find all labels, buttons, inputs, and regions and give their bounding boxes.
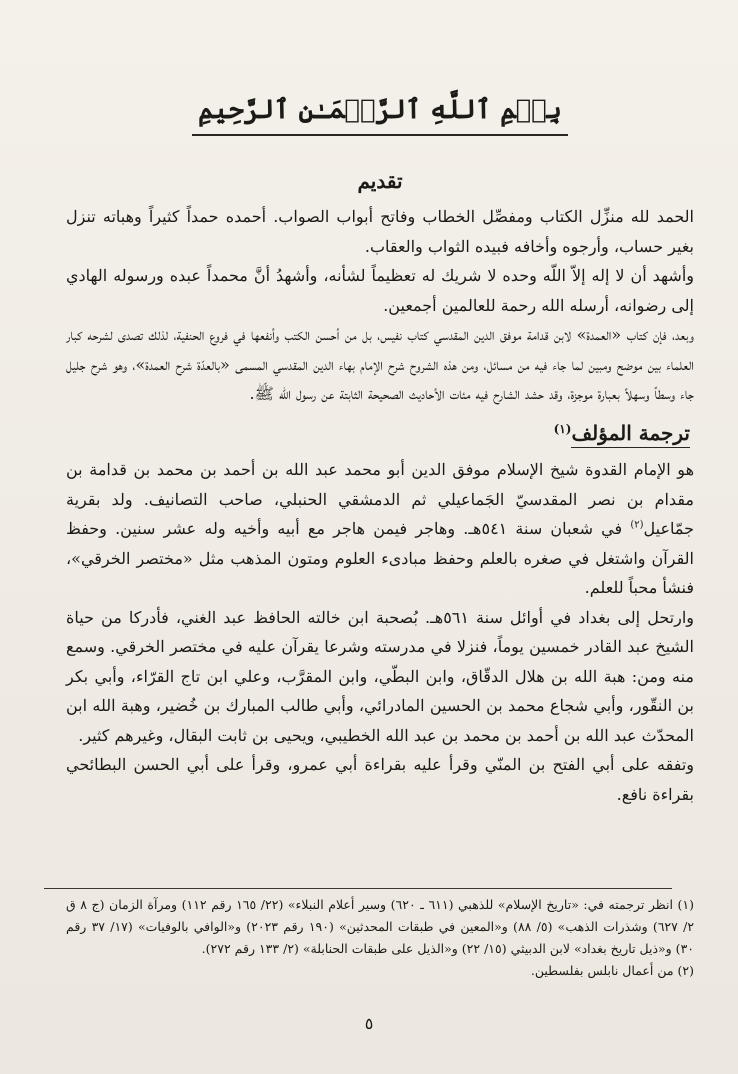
footnote-1: (١) انظر ترجمته في: «تاريخ الإسلام» للذهبي (٦١١ ـ ٦٢٠) وسير أعلام النبلاء» (٢٢/ ١٦٥ رقم ١١٢) ومرآة الزمان (ج ٨ ق ٢/ ٦٢٧) وشذرات الذهب» (٥/ ٨٨) و«المعين في طبقات المحدثين» (١٩٠ رقم ٢٠٢٣) و«الوافي بالوفيات» (١٧/ ٣٧ رقم ٣٠) و«ذيل تاريخ بغداد» لابن الدبيثي (١٥/ ٢٢) و«الذيل على طبقات الحنابلة» (٢/ ١٣٣ رقم ٢٧٢).: [66, 897, 695, 956]
intro-paragraph-3: وبعد، فإن كتاب «العمدة» لابن قدامة موفق الدين المقدسي كتاب نفيس، بل من أحسن الكتب وأنفعها في فروع الحنفية، لذلك تصدى لشرحه كبار العلماء بين موضح ومبين لما جاء فيه من مسائل، ومن هذه الشروح شرح الإمام بهاء الدين المقدسي المسمى «بالعدّة شرح العمدة»، وهو شرح جليل جاء وسطاً وسهلاً بعبارة موجزة، وقد حشد الشارح فيه مئات الأحاديث الصحيحة الثابتة عن رسول الله ﷺ.: [66, 325, 694, 403]
footnote-2: (٢) من أعمال نابلس بفلسطين.: [530, 963, 694, 978]
page-body: [66, 88, 694, 809]
biography-title-text: ترجمة المؤلف: [571, 421, 690, 448]
biography-paragraph-1-part-2: في شعبان سنة ٥٤١هـ. وهاجر فيمن هاجر مع أبيه وأخيه وله عشر سنين. وحفظ القرآن واشتغل في صغره بالعلم وحفظ مبادىء العلوم ومتون المذهب مثل «مختصر الخرقي»، فنشأ محباً للعلم.: [66, 519, 694, 598]
intro-title: تقديم: [357, 169, 403, 193]
biography-title-footnote-ref: (١): [553, 421, 572, 436]
biography-paragraph-1: [66, 455, 694, 603]
basmala-text: بِسۡمِ ٱللَّهِ ٱلرَّحۡمَـٰنِ ٱلرَّحِيمِ: [192, 88, 568, 136]
page-number: ٥: [364, 1014, 374, 1033]
basmala-heading: [66, 88, 694, 136]
intro-paragraph-2: وأشهد أن لا إله إلاّ اللّه وحده لا شريك له تعظيماً لشأنه، وأشهدُ أنَّ محمداً عبده ورسوله الهادي إلى رضوانه، أرسله الله رحمة للعالمين أجمعين.: [66, 266, 695, 315]
biography-title: [66, 413, 690, 450]
biography-paragraph-1-part-1: هو الإمام القدوة شيخ الإسلام موفق الدين أبو محمد عبد الله بن أحمد بن محمد بن قدامة بن مقدام بن نصر المقدسيّ الجَماعيلي ثم الدمشقي الحنبلي، صاحب التصانيف. ولد بقرية جمّاعيل: [66, 460, 695, 539]
intro-paragraph-1: الحمد لله منزِّل الكتاب ومفصِّل الخطاب وفاتح أبواب الصواب. أحمده حمداً كثيراً وهباته تنزل بغير حساب، وأرجوه وأخافه فبيده الثواب والعقاب.: [66, 207, 694, 256]
biography-paragraph-2: وارتحل إلى بغداد في أوائل سنة ٥٦١هـ. بُصحبة ابن خالته الحافظ عبد الغني، فأدركا من حياة الشيخ عبد القادر خمسين يوماً، فنزلا في مدرسته وشرعا يقرآن عليه في مختصر الخرقي. وسمع منه ومن: هبة الله بن هلال الدقّاق، وابن البطّي، وابن المقرَّب، وعلي ابن تاج القرّاء، وأبي بكر بن النقّور، وأبي شجاع محمد بن الحسين المادرائي، وأبي طالب المبارك بن خُضير، وهبة الله ابن المحدّث عبد الله بن أحمد بن محمد بن عبد الله الخطيبي، ويحيى بن ثابت البقال، وغيرهم كثير.: [66, 607, 695, 745]
footnotes: [66, 894, 694, 982]
biography-paragraph-3: وتفقه على أبي الفتح بن المنّي وقرأ عليه بقراءة أبي عمرو، وقرأ على أبي الحسن البطائحي بقراءة نافع.: [66, 755, 695, 804]
footnote-ref-2: (٢): [630, 519, 644, 531]
footnote-divider: [44, 888, 672, 889]
